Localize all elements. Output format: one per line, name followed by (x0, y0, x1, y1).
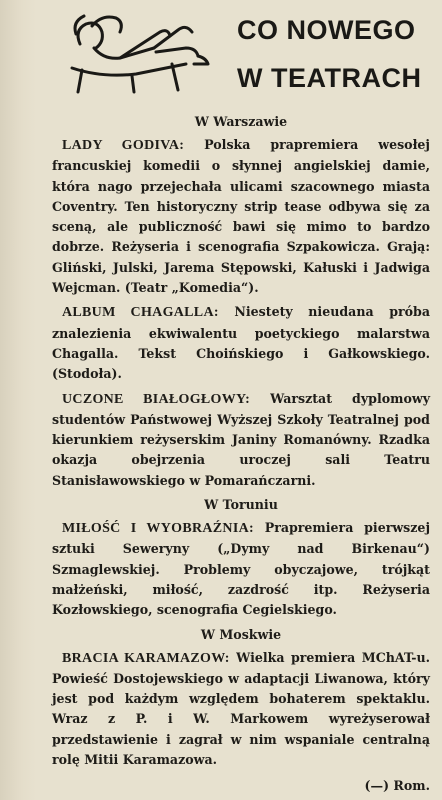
play-title: UCZONE BIAŁOGŁOWY: (62, 391, 251, 407)
play-entry (52, 135, 430, 298)
play-description: Niestety nieudana próba znalezienia ekwiwalentu poetyckiego malarstwa Chagalla. Tekst Choińskiego i Gałkowskiego. (Stodoła). (52, 304, 431, 382)
masthead-line-1: CO NOWEGO (237, 15, 416, 45)
play-title: LADY GODIVA: (62, 138, 185, 153)
play-description: Warsztat dyplomowy studentów Państwowej Wyższej Szkoły Teatralnej pod kierunkiem reżyserskim Janiny Romanówny. Rzadka okazja obejrzenia uroczej sali Teatru Stanisławowskiego w Pomarańczarni. (52, 390, 431, 488)
author-signature: (—) Rom. (364, 778, 430, 794)
article-body (52, 112, 430, 797)
play-entry (52, 518, 430, 620)
city-heading: W Moskwie (200, 626, 282, 642)
masthead-title (237, 6, 421, 102)
header (52, 0, 430, 112)
play-entry (52, 389, 430, 491)
play-description: Wielka premiera MChAT-u. Powieść Dostojewskiego w adaptacji Liwanowa, który jest pod każdym względem bohaterem spektaklu. Wraz z P. i W. Markowem wyreżyserował przedstawienie i zagrał w nim wspaniale centralną rolę Mitii Karamazowa. (52, 649, 431, 768)
play-entry (52, 302, 430, 384)
play-description: Prapremiera pierwszej sztuki Seweryny („Dymy nad Birkenau“) Szmaglewskiej. Problemy obyczajowe, trójkąt małżeński, miłość, zazdrość itp. Reżyseria Kozłowskiego, scenografia Cegielskiego. (52, 520, 430, 618)
play-description: Polska prapremiera wesołej francuskiej komedii o słynnej angielskiej damie, która nago przejechała ulicami szacownego miasta Coventry. Ten historyczny strip tease odbywa się za sceną, ale publiczność bawi się mimo to bardzo dobrze. Reżyseria i scenografia Szpakowicza. Grają: Gliński, Julski, Jarema Stępowski, Kałuski i Jadwiga Wejcman. (Teatr „Komedia“). (52, 137, 430, 296)
city-heading: W Toruniu (204, 497, 278, 513)
city-heading: W Warszawie (194, 114, 288, 129)
play-title: BRACIA KARAMAZOW: (62, 650, 230, 666)
masthead-line-2: W TEATRACH (237, 63, 422, 93)
play-title: ALBUM CHAGALLA: (62, 305, 219, 321)
play-entry (52, 648, 430, 771)
reclining-figure-icon (62, 4, 218, 96)
play-title: MIŁOŚĆ I WYOBRAŹNIA: (62, 521, 254, 537)
